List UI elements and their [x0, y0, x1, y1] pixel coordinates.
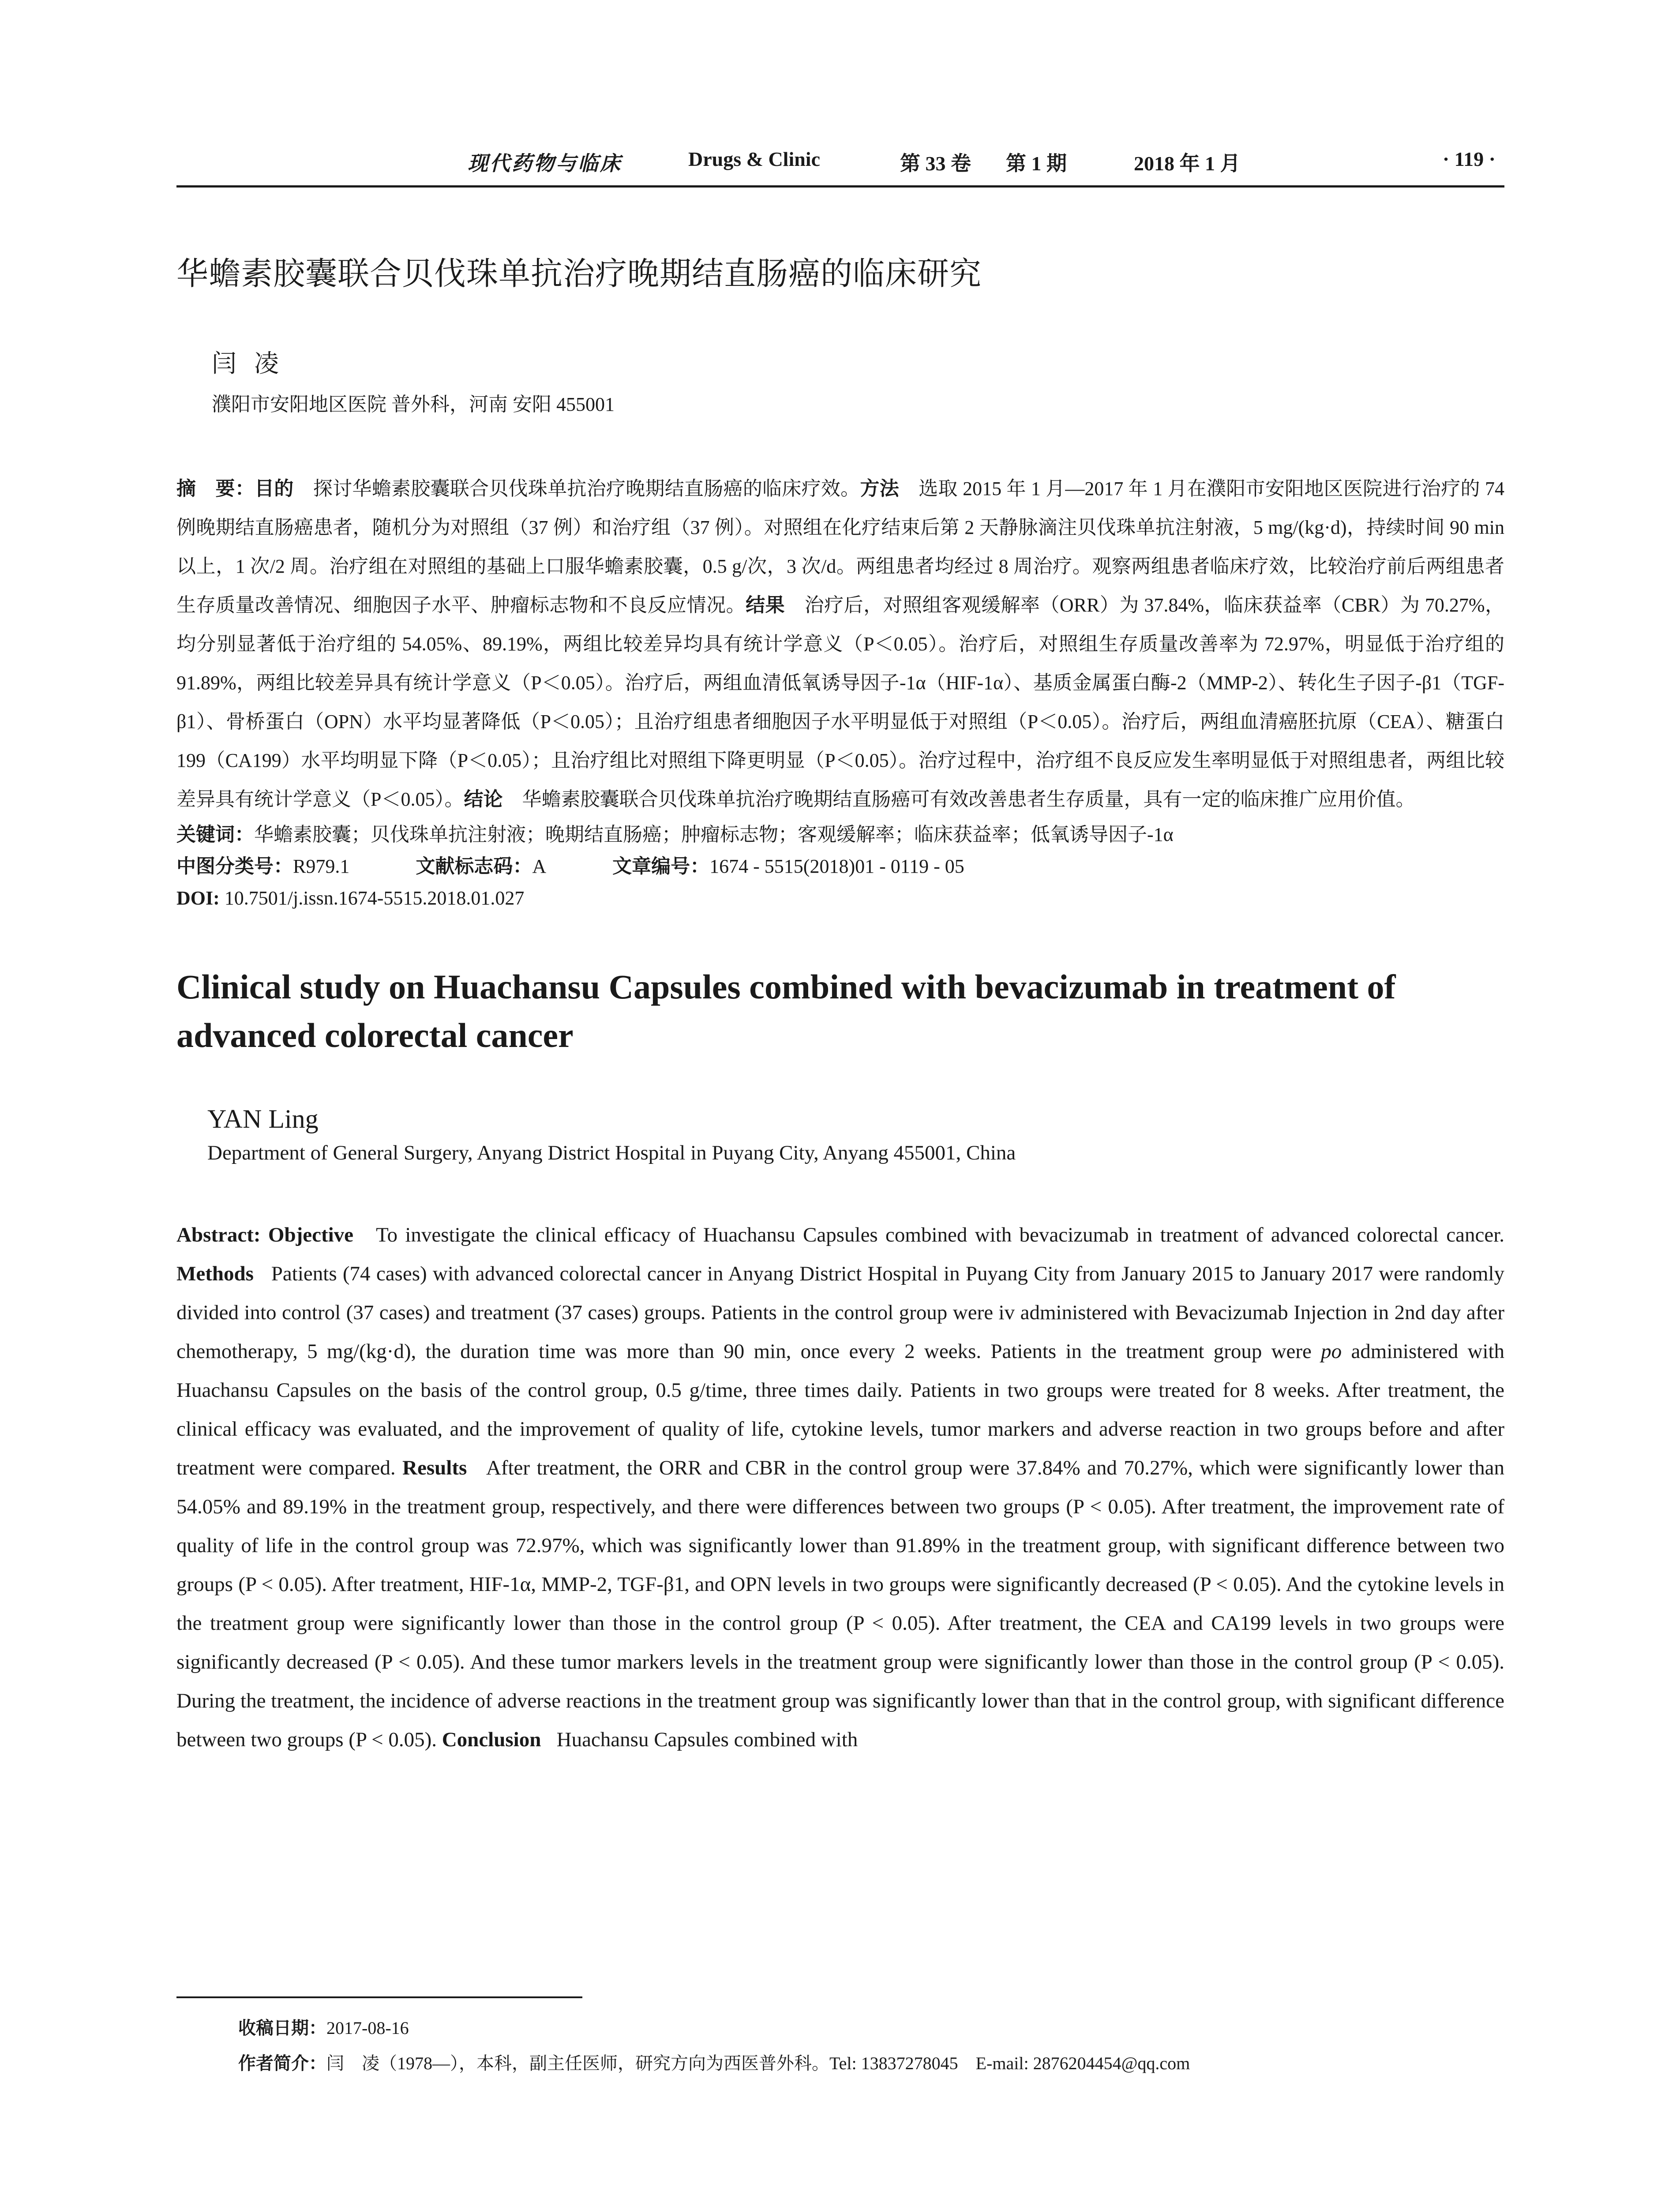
journal-name-cn: 现代药物与临床 [468, 152, 622, 175]
received-date-note [238, 2014, 409, 2039]
methods-label-cn: 方法 [860, 477, 899, 500]
author-cn: 闫凌 [212, 350, 296, 378]
issue-date: 2018 年 1 月 [1134, 152, 1241, 175]
results-label-en: Results [402, 1456, 467, 1479]
abstract-cn [176, 469, 1504, 819]
results-text-cn: 治疗后，对照组客观缓解率（ORR）为 37.84%，临床获益率（CBR）为 70.27%，均分别显著低于治疗组的 54.05%、89.19%，两组比较差异均具有统计学意义（P＜0.05）。治疗后，对照组生存质量改善率为 72.97%，明显低于治疗组的 91.89%，两组比较差异具有统计学意义（P＜0.05）。治疗后，两组血清低氧诱导因子-1α（HIF-1α）、基质金属蛋白酶-2（MMP-2）、转化生子因子-β1（TGF-β1）、骨桥蛋白（OPN）水平均显著降低（P＜0.05）；且治疗组患者细胞因子水平明显低于对照组（P＜0.05）。治疗后，两组血清癌胚抗原（CEA）、糖蛋白 199（CA199）水平均明显下降（P＜0.05）；且治疗组比对照组下降更明显（P＜0.05）。治疗过程中，治疗组不良反应发生率明显低于对照组患者，两组比较差异具有统计学意义（P＜0.05）。 [176, 594, 1505, 810]
article-page [176, 132, 1504, 2184]
objective-label-cn: 目的 [255, 477, 294, 500]
classification-line [176, 851, 1504, 882]
objective-text-en: To investigate the clinical efficacy of Huachansu Capsules combined with bevacizumab in treatment of advanced colorectal cancer. [376, 1223, 1505, 1246]
author-bio: 闫 凌（1978—），本科，副主任医师，研究方向为西医普外科。Tel: 13837278045 E-mail: 2876204454@qq.com [326, 2053, 1190, 2073]
methods-label-en: Methods [176, 1262, 254, 1285]
methods-text-en-1: Patients (74 cases) with advanced colorectal cancer in Anyang District Hospital in Puyang City from January 2015 to January 2017 were randomly divided into control (37 cases) and treatment (37 cases) groups. Patients in the control group were iv administered with Bevacizumab Injection in 2nd day after chemotherapy, 5 mg/(kg·d), the duration time was more than 90 min, once every 2 weeks. Patients in the treatment group were [176, 1262, 1505, 1363]
article-title-cn: 华蟾素胶囊联合贝伐珠单抗治疗晚期结直肠癌的临床研究 [176, 255, 982, 292]
article-title-en: Clinical study on Huachansu Capsules combined with bevacizumab in treatment of advanced colorectal cancer [176, 968, 1396, 1054]
abstract-en [176, 1216, 1504, 1759]
issue: 第 1 期 [1006, 152, 1067, 175]
results-text-en: After treatment, the ORR and CBR in the control group were 37.84% and 70.27%, which were significantly lower than 54.05% and 89.19% in the treatment group, respectively, and there were differences between two groups (P < 0.05). After treatment, the improvement rate of quality of life in the control group was 72.97%, which was significantly lower than 91.89% in the treatment group, with significant difference between two groups (P < 0.05). After treatment, HIF-1α, MMP-2, TGF-β1, and OPN levels in two groups were significantly decreased (P < 0.05). And the cytokine levels in the treatment group were significantly lower than those in the control group (P < 0.05). After treatment, the CEA and CA199 levels in two groups were significantly decreased (P < 0.05). And these tumor markers levels in the treatment group were significantly lower than those in the control group (P < 0.05). During the treatment, the incidence of adverse reactions in the treatment group was significantly lower than that in the control group, with significant difference between two groups (P < 0.05). [176, 1456, 1504, 1751]
affiliation-cn: 濮阳市安阳地区医院 普外科，河南 安阳 455001 [212, 394, 615, 415]
volume: 第 33 卷 [900, 152, 971, 175]
running-header [176, 132, 1504, 188]
objective-label-en: Objective [268, 1223, 354, 1246]
results-label-cn: 结果 [746, 594, 785, 616]
keywords-label: 关键词： [176, 823, 254, 846]
objective-text-cn: 探讨华蟾素胶囊联合贝伐珠单抗治疗晚期结直肠癌的临床疗效。 [313, 478, 860, 499]
methods-po: po [1321, 1340, 1342, 1363]
conclusion-text-en: Huachansu Capsules combined with [556, 1728, 858, 1751]
keywords-line [176, 819, 1504, 851]
keywords: 华蟾素胶囊；贝伐珠单抗注射液；晚期结直肠癌；肿瘤标志物；客观缓解率；临床获益率；低氧诱导因子-1α [254, 824, 1174, 845]
methods-text-cn: 选取 2015 年 1 月—2017 年 1 月在濮阳市安阳地区医院进行治疗的 74 例晚期结直肠癌患者，随机分为对照组（37 例）和治疗组（37 例）。对照组在化疗结束后第 2 天静脉滴注贝伐珠单抗注射液，5 mg/(kg·d)，持续时间 90 min 以上，1 次/2 周。治疗组在对照组的基础上口服华蟾素胶囊，0.5 g/次，3 次/d。两组患者均经过 8 周治疗。观察两组患者临床疗效，比较治疗前后两组患者生存质量改善情况、细胞因子水平、肿瘤标志物和不良反应情况。 [176, 478, 1505, 616]
conclusion-label-en: Conclusion [442, 1728, 541, 1751]
footnote-divider [176, 1996, 582, 1998]
clc-label: 中图分类号： [176, 855, 293, 878]
methods-text-en-2: administered with Huachansu Capsules on the basis of the control group, 0.5 g/time, three times daily. Patients in two groups were treated for 8 weeks. After treatment, the clinical efficacy was evaluated, and the improvement of quality of life, cytokine levels, tumor markers and adverse reaction in two groups before and after treatment were compared. [176, 1340, 1505, 1479]
journal-name-en: Drugs & Clinic [688, 148, 820, 170]
conclusion-label-cn: 结论 [464, 788, 503, 810]
doc-code: A [532, 855, 547, 877]
bio-label: 作者简介： [238, 2053, 326, 2074]
article-number-label: 文章编号： [612, 855, 710, 878]
abstract-label-cn: 摘 要： [176, 477, 255, 500]
doc-code-label: 文献标志码： [416, 855, 532, 878]
doi-label: DOI: [176, 887, 220, 909]
doi-line [176, 882, 1504, 914]
affiliation-en: Department of General Surgery, Anyang District Hospital in Puyang City, Anyang 455001, China [207, 1141, 1016, 1164]
abstract-label-en: Abstract: [176, 1223, 261, 1246]
article-number: 1674 - 5515(2018)01 - 0119 - 05 [709, 855, 964, 877]
clc-number: R979.1 [293, 855, 350, 877]
author-bio-note [238, 2049, 1190, 2075]
received-label: 收稿日期： [238, 2018, 326, 2038]
page-number: · 119 · [1442, 148, 1496, 170]
doi-link[interactable]: 10.7501/j.issn.1674-5515.2018.01.027 [224, 887, 525, 909]
author-en: YAN Ling [207, 1104, 319, 1133]
received-date: 2017-08-16 [326, 2018, 409, 2038]
conclusion-text-cn: 华蟾素胶囊联合贝伐珠单抗治疗晚期结直肠癌可有效改善患者生存质量，具有一定的临床推广应用价值。 [522, 788, 1415, 810]
